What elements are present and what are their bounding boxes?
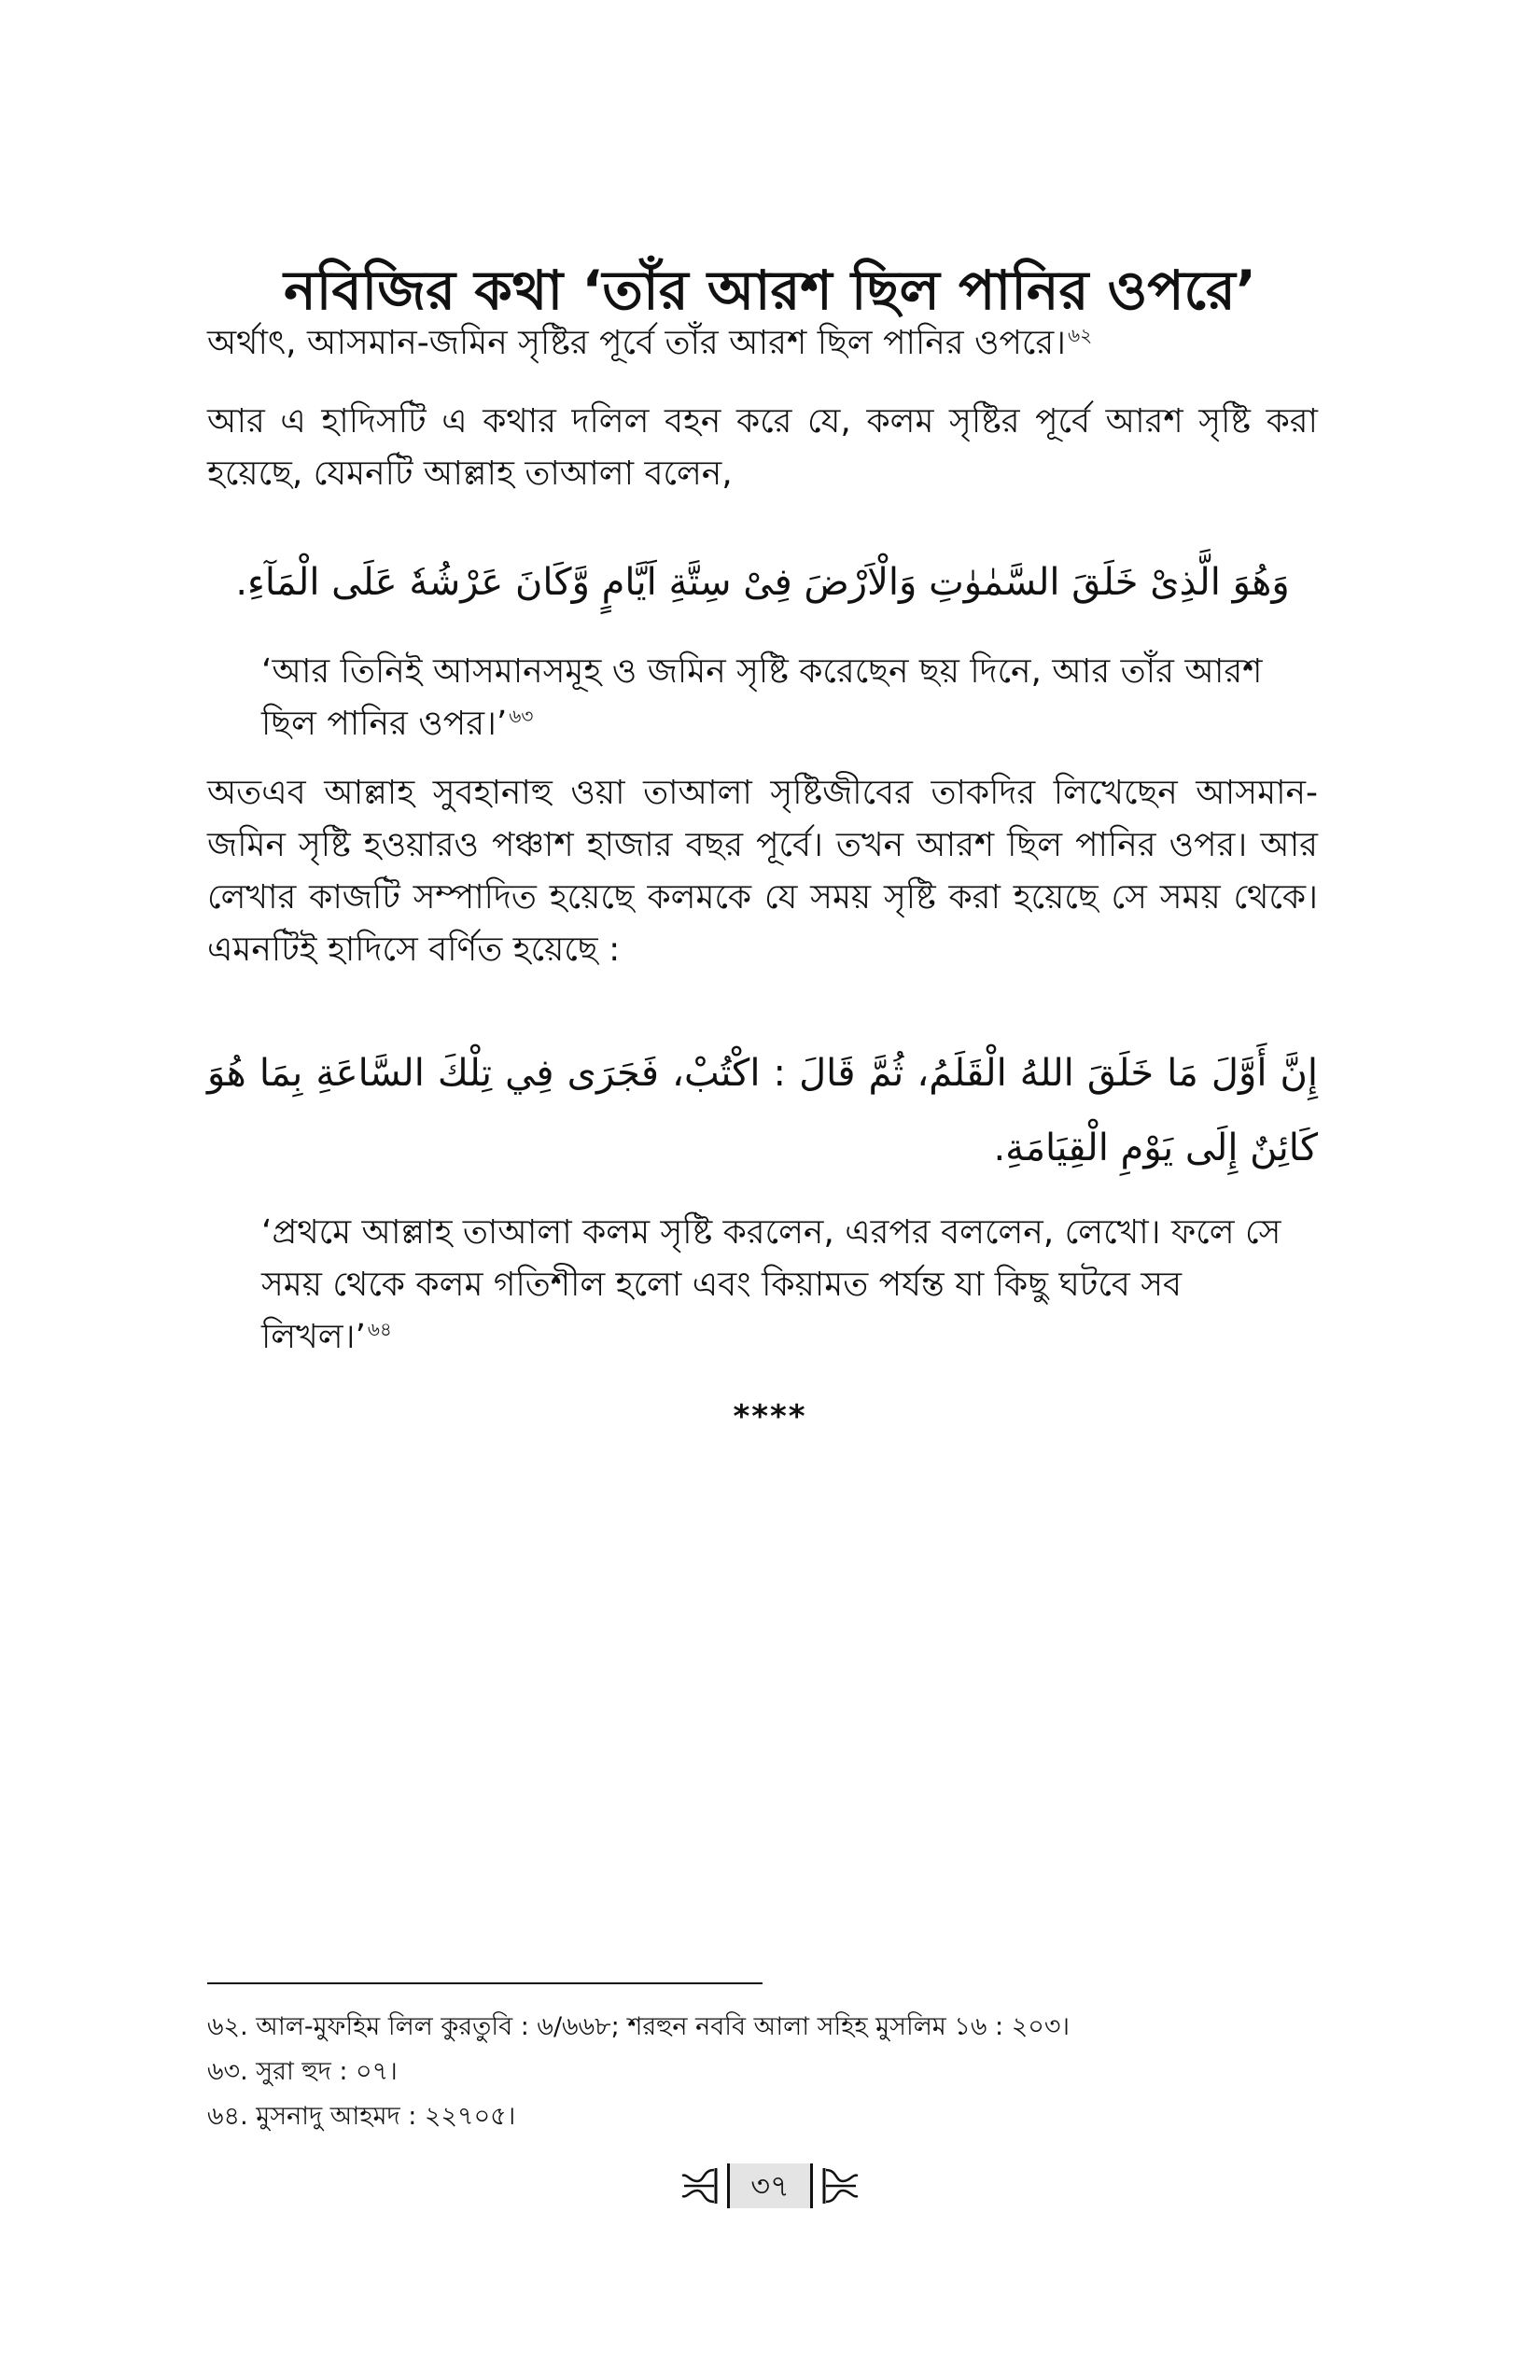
ayah-translation: [261, 646, 1288, 750]
page-title: নবিজির কথা ‘তাঁর আরশ ছিল পানির ওপরে’: [284, 258, 1256, 322]
footnote-ref-64: ৬৪: [367, 1318, 392, 1340]
hadith-arabic: إِنَّ أَوَّلَ مَا خَلَقَ اللهُ الْقَلَمُ، ثُمَّ قَالَ : اكْتُبْ، فَجَرَى فِي تِلْكَ السَّاعَةِ بِمَا هُوَ كَائِنٌ إِلَى يَوْمِ الْقِيَامَةِ.: [207, 1052, 1318, 1169]
footnote-divider: [207, 1982, 763, 1984]
footnote-63: ৬৩. সুরা হুদ : ০৭।: [207, 2057, 398, 2086]
ornament-right-icon: [820, 2164, 863, 2207]
footnote-ref-63: ৬৩: [509, 705, 534, 727]
quran-ayah: وَهُوَ الَّذِىْ خَلَقَ السَّمٰوٰتِ وَالْاَرْضَ فِىْ سِتَّةِ اَيَّامٍ وَّكَانَ عَرْشُهٗ عَلَى الْمَآءِ.: [235, 561, 1290, 604]
ornament-left-icon: [677, 2164, 720, 2207]
footnotes: [207, 2005, 1318, 2139]
hadith-translation-text: ‘প্রথমে আল্লাহ তাআলা কলম সৃষ্টি করলেন, এরপর বললেন, লেখো। ফলে সে সময় থেকে কলম গতিশীল হলো এবং কিয়ামত পর্যন্ত যা কিছু ঘটবে সব লিখল।’: [261, 1213, 1281, 1356]
paragraph-2: আর এ হাদিসটি এ কথার দলিল বহন করে যে, কলম সৃষ্টির পূর্বে আরশ সৃষ্টি করা হয়েছে, যেমনটি আল্লাহ তাআলা বলেন,: [207, 402, 1318, 493]
section-separator: ****: [733, 1398, 807, 1435]
footnote-62: ৬২. আল-মুফহিম লিল কুরতুবি : ৬/৬৬৮; শরহুন নববি আলা সহিহ মুসলিম ১৬ : ২০৩।: [207, 2012, 1071, 2041]
ayah-translation-text: ‘আর তিনিই আসমানসমূহ ও জমিন সৃষ্টি করেছেন ছয় দিনে, আর তাঁর আরশ ছিল পানির ওপর।’: [261, 652, 1263, 743]
footnote-64: ৬৪. মুসনাদু আহমদ : ২২৭০৫।: [207, 2102, 516, 2131]
page-number: ৩৭: [727, 2163, 813, 2208]
paragraph-3: অতএব আল্লাহ সুবহানাহু ওয়া তাআলা সৃষ্টিজীবের তাকদির লিখেছেন আসমান-জমিন সৃষ্টি হওয়ারও পঞ্চাশ হাজার বছর পূর্বে। তখন আরশ ছিল পানির ওপর। আর লেখার কাজটি সম্পাদিত হয়েছে কলমকে যে সময় সৃষ্টি করা হয়েছে সে সময় থেকে। এমনটিই হাদিসে বর্ণিত হয়েছে :: [207, 774, 1318, 969]
page-number-block: [0, 2163, 1540, 2211]
paragraph-1: [207, 317, 1318, 370]
footnote-ref-62: ৬২: [1068, 324, 1093, 346]
hadith-translation: [261, 1207, 1288, 1364]
paragraph-1-text: অর্থাৎ, আসমান-জমিন সৃষ্টির পূর্বে তাঁর আরশ ছিল পানির ওপরে।: [207, 324, 1067, 362]
